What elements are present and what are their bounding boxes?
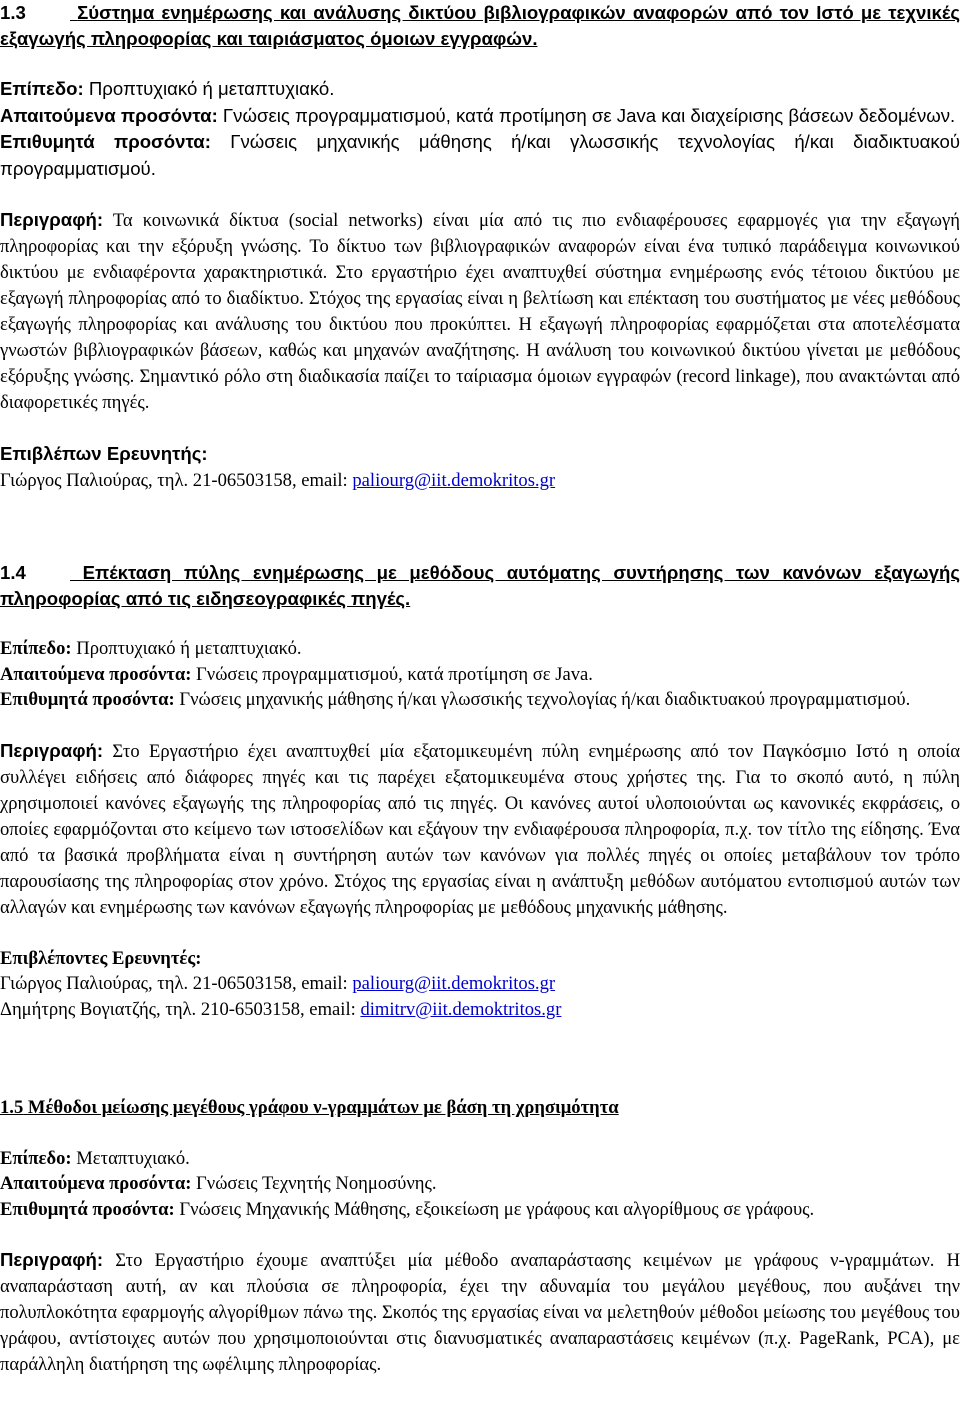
level-row: [0, 1146, 960, 1172]
section-1-5: [0, 1095, 960, 1378]
level-row: [0, 76, 960, 103]
supervisors-label: [0, 946, 960, 972]
section-heading: [0, 1095, 960, 1121]
required-value: Γνώσεις Τεχνητής Νοημοσύνης.: [191, 1173, 437, 1194]
supervisors-label-text: Επιβλέποντες Ερευνητές:: [0, 947, 202, 969]
level-label: Επίπεδο:: [0, 78, 84, 99]
supervisor-info: Δημήτρης Βογιατζής, τηλ. 210-6503158, email:: [0, 998, 361, 1020]
desired-label: Επιθυμητά προσόντα:: [0, 1198, 175, 1220]
section-number: 1.3: [0, 2, 26, 23]
section-title: Επέκταση πύλης ενημέρωσης με μεθόδους αυτόματης συντήρησης των κανόνων εξαγωγής πληροφορίας από τις ειδησεογραφικές πηγές.: [0, 562, 960, 609]
section-1-4: [0, 560, 960, 1022]
supervisor-row: [0, 468, 960, 494]
supervisor-row: [0, 997, 960, 1023]
level-value: Προπτυχιακό ή μεταπτυχιακό.: [71, 638, 302, 659]
description-text: Στο Εργαστήριο έχουμε αναπτύξει μία μέθοδο αναπαράστασης κειμένων με γράφους ν-γραμμάτων. Η αναπαράσταση αυτή, αν και πλούσια σε πληροφορία, έχει την αδυναμία του μεγάλου μεγέθους, που αυξάνει την πολυπλοκότητα εφαρμογής αλγορίθμων πάνω της. Σκοπός της εργασίας είναι να μελετηθούν μέθοδοι μείωσης του μεγέθους του γράφου, αντίστοιχες αυτών που χρησιμοποιούνται στις διανυσματικές αναπαραστάσεις κειμένων (π.χ. PageRank, PCA), με παράλληλη διατήρηση της ωφέλιμης πληροφορίας.: [0, 1250, 960, 1375]
section-title: Σύστημα ενημέρωσης και ανάλυσης δικτύου βιβλιογραφικών αναφορών από τον Ιστό με τεχνικές εξαγωγής πληροφορίας και ταιριάσματος όμοιων εγγραφών.: [0, 2, 960, 49]
desired-label: Επιθυμητά προσόντα:: [0, 131, 211, 152]
required-label: Απαιτούμενα προσόντα:: [0, 1173, 192, 1194]
required-label: Απαιτούμενα προσόντα:: [0, 663, 192, 685]
supervisor-info: Γιώργος Παλιούρας, τηλ. 21-06503158, email:: [0, 469, 353, 491]
description-label: Περιγραφή:: [0, 209, 104, 230]
description-text: Τα κοινωνικά δίκτυα (social networks) είναι μία από τις πιο ενδιαφέρουσες εφαρμογές για την εξαγωγή πληροφορίας και την εξόρυξη γνώσης. Το δίκτυο των βιβλιογραφικών αναφορών είναι ένα τυπικό παράδειγμα κοινωνικού δικτύου με ενδιαφέροντα χαρακτηριστικά. Στο εργαστήριο έχει αναπτυχθεί σύστημα ενημέρωσης ενός τέτοιου δικτύου με εξαγωγή πληροφορίας από το διαδίκτυο. Στόχος της εργασίας είναι η βελτίωση και επέκταση του συστήματος με νέες μεθόδους εξαγωγής πληροφορίας και ανάλυσης του δικτύου που προκύπτει. Η εξαγωγή πληροφορίας εφαρμόζεται στα αποτελέσματα γνωστών βιβλιογραφικών βάσεων, καθώς και μηχανών αναζήτησης. Η ανάλυση του κοινωνικού δικτύου γίνεται με μεθόδους εξόρυξης γνώσης. Σημαντικό ρόλο στη διαδικασία παίζει το ταίριασμα όμοιων εγγραφών (record linkage), που ανακτώνται από διαφορετικές πηγές.: [0, 210, 960, 413]
required-row: [0, 662, 960, 688]
level-row: [0, 636, 960, 662]
section-1-3: [0, 0, 960, 493]
section-number: 1.4: [0, 562, 26, 583]
email-link[interactable]: paliourg@iit.demokritos.gr: [352, 469, 556, 491]
desired-value: Γνώσεις μηχανικής μάθησης ή/και γλωσσικής τεχνολογίας ή/και διαδικτυακού προγραμματισμού.: [174, 689, 911, 710]
desired-value: Γνώσεις Μηχανικής Μάθησης, εξοικείωση με γράφους και αλγορίθμους σε γράφους.: [174, 1198, 815, 1220]
description-label: Περιγραφή:: [0, 739, 104, 761]
supervisor-row: [0, 971, 960, 997]
description: [0, 1247, 960, 1378]
required-label: Απαιτούμενα προσόντα:: [0, 104, 218, 126]
required-value: Γνώσεις προγραμματισμού, κατά προτίμηση σε Java.: [191, 663, 593, 685]
supervisors-label: [0, 441, 960, 468]
supervisor-info: Γιώργος Παλιούρας, τηλ. 21-06503158, email:: [0, 973, 353, 994]
required-value: Γνώσεις προγραμματισμού, κατά προτίμηση σε Java και διαχείρισης βάσεων δεδομένων.: [217, 104, 956, 126]
desired-row: [0, 129, 960, 182]
desired-row: [0, 1197, 960, 1223]
desired-label: Επιθυμητά προσόντα:: [0, 689, 175, 710]
description-label: Περιγραφή:: [0, 1249, 104, 1270]
desired-value: Γνώσεις μηχανικής μάθησης ή/και γλωσσικής τεχνολογίας ή/και διαδικτυακού προγραμματισμού.: [0, 131, 960, 179]
description: [0, 207, 960, 416]
supervisors-label-text: Επιβλέπων Ερευνητής:: [0, 443, 208, 464]
level-label: Επίπεδο:: [0, 1147, 72, 1169]
description: [0, 738, 960, 921]
required-row: [0, 103, 960, 130]
level-value: Μεταπτυχιακό.: [71, 1147, 190, 1169]
section-title: Μέθοδοι μείωσης μεγέθους γράφου ν-γραμμάτων με βάση τη χρησιμότητα: [27, 1097, 619, 1118]
required-row: [0, 1171, 960, 1197]
level-label: Επίπεδο:: [0, 638, 72, 659]
email-link[interactable]: paliourg@iit.demokritos.gr: [352, 973, 556, 994]
description-text: Στο Εργαστήριο έχει αναπτυχθεί μία εξατομικευμένη πύλη ενημέρωσης από τον Παγκόσμιο Ιστό η οποία συλλέγει ειδήσεις από διάφορες πηγές και τις παρέχει εξατομικευμένα στους χρήστες της. Για το σκοπό αυτό, η πύλη χρησιμοποιεί κανόνες εξαγωγής της πληροφορίας από τις πηγές. Οι κανόνες αυτοί υλοποιούνται ως κανονικές εκφράσεις, ο οποίες εφαρμόζονται στο κείμενο των ιστοσελίδων και εξάγουν την ενδιαφέρουσα πληροφορία, π.χ. τον τίτλο της είδησης. Ένα από τα βασικά προβλήματα είναι η συντήρηση αυτών των κανόνων για πολλές πηγές οι οποίες μεταβάλουν τον τρόπο παρουσίασης της πληροφορίας στον χρόνο. Στόχος της εργασίας είναι η ανάπτυξη μεθόδων αυτόματου εντοπισμού αυτών των αλλαγών και ενημέρωσης των κανόνων εξαγωγής πληροφορίας με μεθόδους μηχανικής μάθησης.: [0, 740, 960, 918]
level-value: Προπτυχιακό ή μεταπτυχιακό.: [83, 78, 335, 99]
section-heading: [0, 560, 960, 611]
section-number: 1.5: [0, 1097, 24, 1118]
desired-row: [0, 687, 960, 713]
section-heading: [0, 0, 960, 51]
email-link[interactable]: dimitrv@iit.demoktritos.gr: [360, 998, 562, 1020]
